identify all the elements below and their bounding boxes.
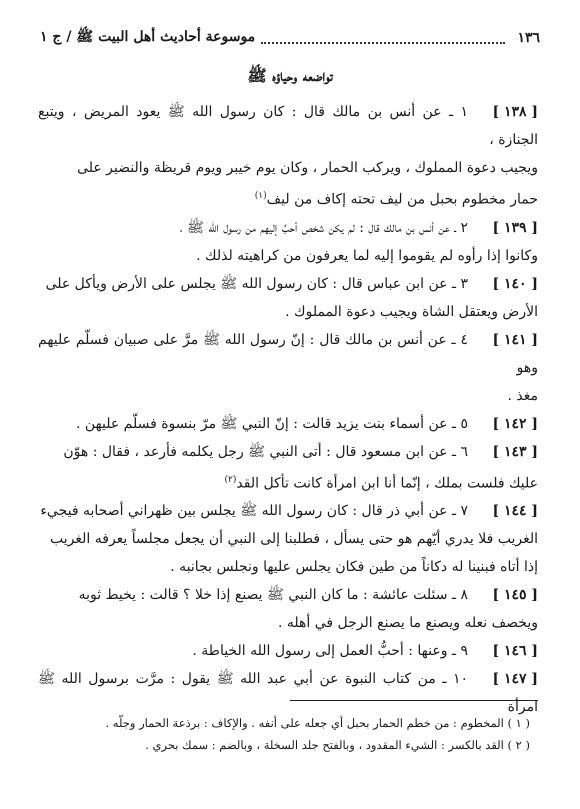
hadith-text: ٤ ـ عن أنس بن مالك قال : إنّ رسول الله ﷺ مرَّ على صبيان فسلّم عليهم وهو: [38, 331, 538, 376]
hadith-first-line: [38, 497, 538, 525]
hadith-line: [38, 466, 538, 498]
hadith-number: [ ١٤٦ ]: [492, 643, 538, 660]
hadith-text: ٨ ـ سئلت عائشة : ما كان النبي ﷺ يصنع إذا خلا ؟ قالت : يخيط ثوبه: [78, 587, 468, 604]
hadith-line: [38, 182, 538, 214]
hadith-first-line: [38, 98, 538, 154]
hadith-text: عليك فلست بملك ، إنّما أنا ابن امرأة كانت تأكل القد: [236, 475, 538, 492]
hadith-number: [ ١٣٨ ]: [492, 104, 538, 120]
hadith-line: ويخصف نعله ويصنع ما يصنع الرجل في أهله .: [277, 615, 538, 632]
hadith-entry: [38, 270, 538, 326]
hadith-text: ٩ ـ وعنها : أحبُّ العمل إلى رسول الله الخياطة .: [192, 643, 468, 660]
hadith-text: ١ ـ عن أنس بن مالك قال : كان رسول الله ﷺ يعود المريض ، ويتبع الجنازة ،: [38, 104, 538, 148]
hadith-line: الغريب فلا يدري أيّهم هو حتى يسأل ، فطلبنا إلى النبي أن يجعل مجلساً يعرفه الغريب: [50, 531, 538, 548]
hadith-number: [ ١٤٧ ]: [492, 671, 538, 688]
header-dotted-leader: [261, 32, 505, 44]
hadith-first-line: [38, 326, 538, 382]
hadith-entry: [38, 214, 538, 270]
hadith-first-line: [38, 214, 538, 242]
hadith-entry: [38, 410, 538, 438]
hadith-text: حمار مخطوم بحبل من ليف تحته إكاف من ليف: [266, 191, 538, 208]
hadith-text: ٢ ـ عن أنس بن مالك قال : لم يكن شخص أحبَّ إليهم من رسول الله ﷺ ،: [179, 219, 468, 236]
hadith-first-line: [38, 410, 538, 438]
hadith-entry: [38, 326, 538, 410]
hadith-text: ٧ ـ عن أبي ذر قال : كان رسول الله ﷺ يجلس بين ظهراني أصحابه فيجيء: [40, 503, 468, 520]
hadith-entry: [38, 637, 538, 665]
hadith-line: ويجيب دعوة المملوك ، ويركب الحمار ، وكان يوم خيبر ويوم قريظة والنضير على: [77, 160, 538, 176]
hadith-first-line: [38, 637, 538, 665]
hadith-entry: [38, 581, 538, 637]
footnote-2: ( ٢ ) القد بالكسر : الشيء المقدود ، وبالفتح جلد السخلة ، وبالضم : سمك بحري .: [145, 738, 530, 752]
hadith-line: مغذ .: [507, 387, 538, 404]
hadith-text: ٦ ـ عن ابن مسعود قال : أتى النبي ﷺ رجل يكلمه فأرعد ، فقال : هوّن: [63, 443, 468, 460]
hadith-text: ١٠ ـ من كتاب النبوة عن أبي عبد الله ﷺ يقول : مرَّت برسول الله ﷺ امرأة: [38, 671, 538, 716]
section-title: تواضعه وحياؤه ﷺ: [247, 66, 333, 85]
hadith-number: [ ١٣٩ ]: [492, 219, 538, 236]
hadith-number: [ ١٤٣ ]: [492, 443, 538, 460]
hadith-line: وكانوا إذا رأوه لم يقوموا إليه لما يعرفون من كراهيته لذلك .: [196, 247, 538, 264]
hadith-entry: [38, 98, 538, 214]
hadith-number: [ ١٤٤ ]: [492, 503, 538, 520]
page-number: ١٣٦: [517, 30, 540, 46]
hadith-first-line: [38, 581, 538, 609]
hadith-line: إذا أتاه فبنينا له دكاناً من طين فكان يجلس عليها ونجلس بجانبه .: [170, 559, 538, 576]
hadith-text: ٥ ـ عن أسماء بنت يزيد قالت : إنّ النبي ﷺ مرّ بنسوة فسلّم عليهن .: [75, 415, 468, 432]
hadith-line: الأرض ويعتقل الشاة ويجيب دعوة المملوك .: [285, 303, 538, 320]
hadith-number: [ ١٤١ ]: [492, 331, 538, 348]
hadith-first-line: [38, 438, 538, 466]
footnote-1: ( ١ ) المخطوم : من خطم الحمار بحبل أي جعله على أنفه . والإكاف : برذعة الحمار وجلّه .: [105, 716, 530, 730]
hadith-list: [38, 98, 538, 721]
hadith-text: ٣ ـ عن ابن عباس قال : كان رسول الله ﷺ يجلس على الأرض ويأكل على: [45, 275, 468, 292]
hadith-number: [ ١٤٢ ]: [492, 415, 538, 432]
footnote-separator: [290, 700, 538, 701]
footnote-ref: (٢): [224, 474, 237, 485]
hadith-entry: [38, 497, 538, 581]
footnotes: [40, 712, 530, 756]
page-header: [40, 26, 540, 50]
hadith-number: [ ١٤٠ ]: [492, 275, 538, 292]
hadith-first-line: [38, 270, 538, 298]
hadith-entry: [38, 438, 538, 498]
book-title: موسوعة أحاديث أهل البيت ﷺ / ج ١: [40, 29, 256, 45]
footnote-ref: (١): [254, 191, 267, 201]
hadith-number: [ ١٤٥ ]: [492, 587, 538, 604]
